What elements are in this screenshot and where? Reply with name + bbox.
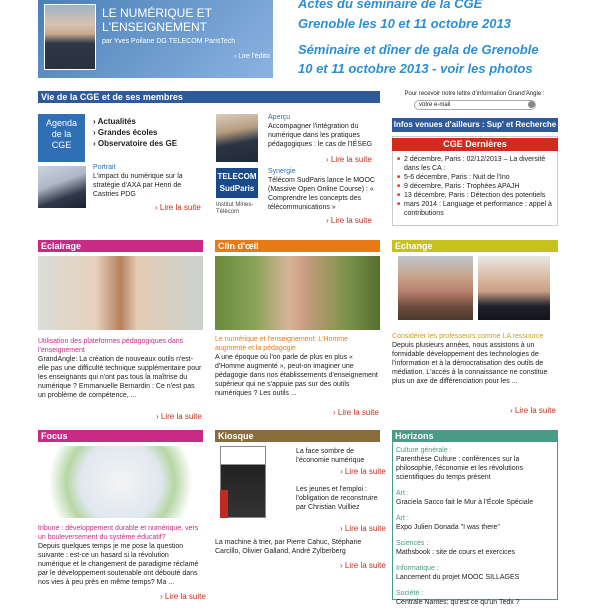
infos-ailleurs-button[interactable]: Infos venues d'ailleurs : Sup' et Recherche	[392, 118, 558, 132]
banner-author: par Yves Poilane DG TELECOM ParisTech	[102, 38, 236, 45]
actes-line2: Grenoble les 10 et 11 octobre 2013	[298, 16, 511, 31]
clin-doeil-title[interactable]: Le numérique et l'enseignement: L'Homme augmenté et la pédagogie	[215, 336, 349, 352]
section-header-horizons[interactable]: Horizons	[392, 430, 558, 442]
kiosque-item-1-read-more[interactable]: › Lire la suite	[340, 467, 386, 476]
synergie-text[interactable]: Télécom SudParis lance le MOOC (Massive Open Online Course) : « Comprendre les concepts des télécommunications »	[268, 177, 375, 211]
apercu-category: Aperçu	[268, 114, 291, 121]
seminaire-photos-link[interactable]	[298, 40, 598, 78]
read-editorial-link[interactable]: › Lire l'édito	[234, 53, 270, 60]
synergie-category: Synergie	[268, 168, 296, 175]
actes-seminaire-link[interactable]	[298, 0, 598, 34]
email-input[interactable]: votre e-mail	[414, 100, 536, 110]
horizons-item[interactable]: Parenthèse Culture : conférences sur la philosophie, l'économie et les révolutions scientifiques du temps présent	[396, 456, 524, 481]
kiosque-item-1[interactable]: La face sombre de l'économie numérique	[296, 448, 365, 464]
echange-photo-2[interactable]	[478, 256, 550, 320]
apercu-read-more[interactable]: › Lire la suite	[326, 155, 372, 164]
eclairage-text: GrandAngle: La création de nouveaux outils n'est-elle pas une difficulté technique supplémentaire pour les enseignants qui n'ont pas tous la maîtrise du numérique ? Emmanuelle Bernardin : Ce n'est pas un problème de compétence, ...	[38, 356, 202, 399]
horizons-category: Sciences :	[396, 540, 429, 547]
logo-subtitle: Institut Mines-Télécom	[216, 202, 254, 215]
clin-doeil-text: A une époque où l'on parle de plus en plus « d'Homme augmenté », peut-on imaginer une pédagogie dans nos établissements d'enseignement supérieur qui ne s'appuie pas sur des outils numériques ? Les outils ...	[215, 354, 378, 397]
kiosque-item-2[interactable]: Les jeunes et l'emploi : l'obligation de reconstruire par Christian Vuilliez	[296, 486, 378, 511]
cge-news-item[interactable]: ■ 5-6 décembre, Paris : Nuit de l'Ino	[397, 173, 555, 182]
portrait-text[interactable]: L'impact du numérique sur la stratégie d'AXA par Henri de Castries PDG	[93, 173, 183, 198]
clin-doeil-read-more[interactable]: › Lire la suite	[333, 408, 379, 417]
eclairage-photo[interactable]	[38, 256, 203, 330]
focus-read-more[interactable]: › Lire la suite	[160, 592, 206, 601]
kiosque-item-2-read-more[interactable]: › Lire la suite	[340, 524, 386, 533]
portrait-photo[interactable]	[38, 166, 86, 208]
section-header-eclairage[interactable]: Eclairage	[38, 240, 203, 252]
horizons-list	[396, 447, 556, 615]
agenda-line1: Agenda	[45, 118, 78, 128]
cge-news-item[interactable]: ■ 2 décembre, Paris : 02/12/2013 – La diversité dans les CA :	[397, 155, 555, 173]
focus-title[interactable]: tribune : développement durable et numérique, vers un bouleversement du système éducatif?	[38, 525, 199, 541]
horizons-item[interactable]: Mathsbook : site de cours et exercices	[396, 549, 516, 556]
apercu-photo[interactable]	[216, 114, 258, 162]
section-header-clin-doeil[interactable]: Clin d'œil	[215, 240, 380, 252]
horizons-item[interactable]: Graciela Sacco fait le Mur à l'École Spéciale	[396, 499, 534, 506]
author-photo	[44, 4, 96, 70]
horizons-category: Informatique :	[396, 565, 439, 572]
agenda-line2: de la	[51, 129, 72, 139]
logo-line2: SudParis	[219, 184, 255, 193]
seminaire-line2: 10 et 11 octobre 2013 - voir les photos	[298, 61, 533, 76]
submit-icon[interactable]	[528, 101, 535, 108]
logo-line1: TELECOM	[217, 172, 257, 181]
banner-title	[102, 6, 267, 34]
cge-news-item[interactable]: ■ 13 décembre, Paris : Détection des potentiels	[397, 191, 555, 200]
newsletter-label: Pour recevoir notre lettre d'information Grand'Angle :	[404, 91, 545, 97]
horizons-item[interactable]: Expo Julien Donada "I was there"	[396, 524, 500, 531]
horizons-item[interactable]: Centrale Nantes: qu'est ce qu'un Tedx ?	[396, 599, 520, 606]
agenda-line3: CGE	[51, 140, 72, 150]
section-header-kiosque[interactable]: Kiosque	[215, 430, 380, 442]
horizons-category: Culture générale :	[396, 447, 452, 454]
book-spine-band	[220, 490, 228, 518]
kiosque-item-3-read-more[interactable]: › Lire la suite	[340, 561, 386, 570]
cge-news-list	[397, 155, 555, 218]
clin-doeil-photo[interactable]	[215, 256, 380, 330]
link-actualites[interactable]: › Actualités	[93, 116, 177, 127]
kiosque-item-3[interactable]: La machine à trier, par Pierre Cahuc, Stéphane Carcillo, Olivier Galland, André Zylberberg	[215, 539, 362, 555]
horizons-category: Art :	[396, 515, 409, 522]
link-observatoire[interactable]: › Observatoire des GE	[93, 138, 177, 149]
telecom-sudparis-logo[interactable]	[216, 168, 258, 198]
banner-title-line1: LE NUMÉRIQUE ET	[102, 6, 213, 20]
cge-news-item[interactable]: ■ 9 décembre, Paris : Trophées APAJH	[397, 182, 555, 191]
horizons-category: Art :	[396, 490, 409, 497]
agenda-button[interactable]	[38, 114, 85, 162]
banner-title-line2: L'ENSEIGNEMENT	[102, 20, 207, 34]
eclairage-title[interactable]: Utilisation des plateformes pédagogiques dans l'enseignement	[38, 338, 184, 354]
eclairage-read-more[interactable]: › Lire la suite	[156, 412, 202, 421]
focus-illustration[interactable]	[38, 446, 203, 518]
seminaire-line1: Séminaire et dîner de gala de Grenoble	[298, 42, 539, 57]
section-header-vie[interactable]: Vie de la CGE et de ses membres	[38, 91, 380, 103]
portrait-category: Portrait	[93, 164, 116, 171]
echange-text: Depuis plusieurs années, nous assistons à un formidable développement des technologies de l'information et à la démocratisation des outils de médiation. L'accès à la connaissance ne constitue plus un axe de différenciation pour les ...	[392, 342, 548, 385]
horizons-item[interactable]: Lancement du projet MOOC SILLAGES	[396, 574, 520, 581]
link-grandes-ecoles[interactable]: › Grandes écoles	[93, 127, 177, 138]
section-header-echange[interactable]: Echange	[392, 240, 558, 252]
echange-read-more[interactable]: › Lire la suite	[510, 406, 556, 415]
focus-text: Depuis quelques temps je me pose la question suivante : est-ce un hasard si la révolution numérique et le changement de paradigme réclamé par le développement soutenable ont débouté dans nos vies à peu près en même temps? Ma ...	[38, 543, 199, 586]
actes-line1: Actes du séminaire de la CGE	[298, 0, 483, 11]
apercu-text[interactable]: Accompagner l'intégration du numérique dans les pratiques pédagogiques : le cas de l'IÉSEG	[268, 123, 373, 148]
echange-title[interactable]: Considérer les professeurs comme LA ressource	[392, 333, 544, 340]
portrait-read-more[interactable]: › Lire la suite	[155, 203, 201, 212]
cge-news-item[interactable]: ■ mars 2014 : Language et performance : appel à contributions	[397, 200, 555, 218]
section-header-focus[interactable]: Focus	[38, 430, 203, 442]
cge-news-header: CGE Dernières	[392, 138, 558, 151]
echange-photo-1[interactable]	[398, 256, 473, 320]
horizons-category: Société :	[396, 590, 424, 597]
vie-links	[93, 116, 177, 149]
synergie-read-more[interactable]: › Lire la suite	[326, 216, 372, 225]
